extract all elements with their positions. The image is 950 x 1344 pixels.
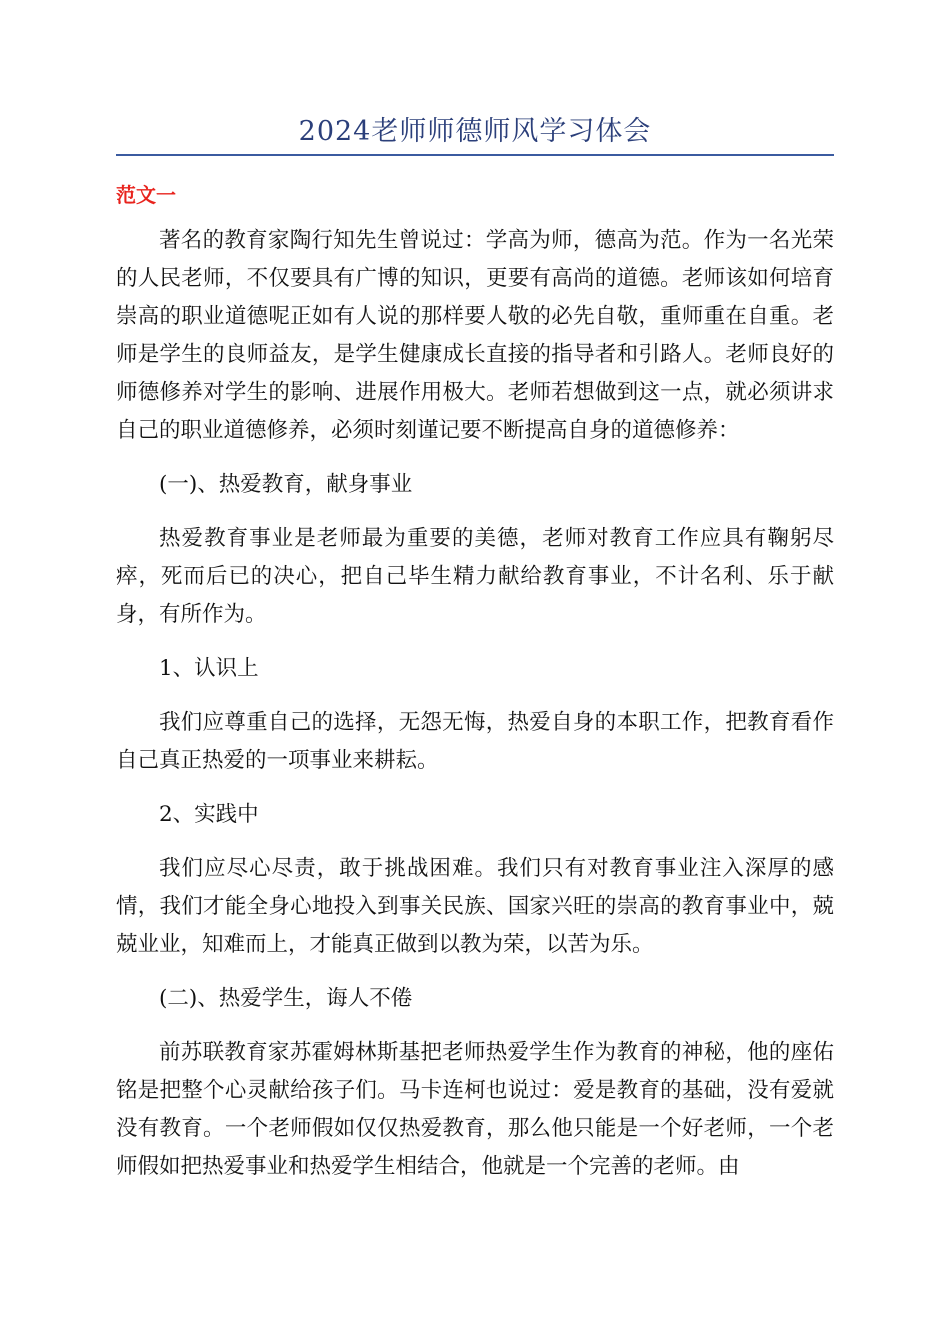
section-label: 范文一 — [116, 183, 176, 207]
document-body — [116, 222, 834, 1186]
heading-awareness: 1、认识上 — [159, 656, 259, 681]
heading-love-students: (二)、热爱学生，诲人不倦 — [159, 986, 413, 1011]
paragraph-awareness: 我们应尊重自己的选择，无怨无悔，热爱自身的本职工作，把教育看作自己真正热爱的一项事业来耕耘。 — [116, 710, 834, 773]
paragraph-intro: 著名的教育家陶行知先生曾说过：学高为师，德高为范。作为一名光荣的人民老师，不仅要具有广博的知识，更要有高尚的道德。老师该如何培育崇高的职业道德呢正如有人说的那样要人敬的必先自敬，重师重在自重。老师是学生的良师益友，是学生健康成长直接的指导者和引路人。老师良好的师德修养对学生的影响、进展作用极大。老师若想做到这一点，就必须讲求自己的职业道德修养，必须时刻谨记要不断提高自身的道德修养： — [116, 228, 834, 443]
title-underline — [116, 154, 834, 156]
heading-practice: 2、实践中 — [159, 802, 259, 827]
paragraph-practice: 我们应尽心尽责，敢于挑战困难。我们只有对教育事业注入深厚的感情，我们才能全身心地投入到事关民族、国家兴旺的崇高的教育事业中，兢兢业业，知难而上，才能真正做到以教为荣，以苦为乐。 — [116, 856, 834, 957]
heading-love-education: (一)、热爱教育，献身事业 — [159, 472, 413, 497]
document-title: 2024老师师德师风学习体会 — [298, 116, 652, 147]
paragraph-love-students: 前苏联教育家苏霍姆林斯基把老师热爱学生作为教育的神秘，他的座佑铭是把整个心灵献给孩子们。马卡连柯也说过：爱是教育的基础，没有爱就没有教育。一个老师假如仅仅热爱教育，那么他只能是一个好老师，一个老师假如把热爱事业和热爱学生相结合，他就是一个完善的老师。由 — [116, 1040, 834, 1179]
paragraph-love-education: 热爱教育事业是老师最为重要的美德，老师对教育工作应具有鞠躬尽瘁，死而后已的决心，把自己毕生精力献给教育事业，不计名利、乐于献身，有所作为。 — [116, 526, 834, 627]
